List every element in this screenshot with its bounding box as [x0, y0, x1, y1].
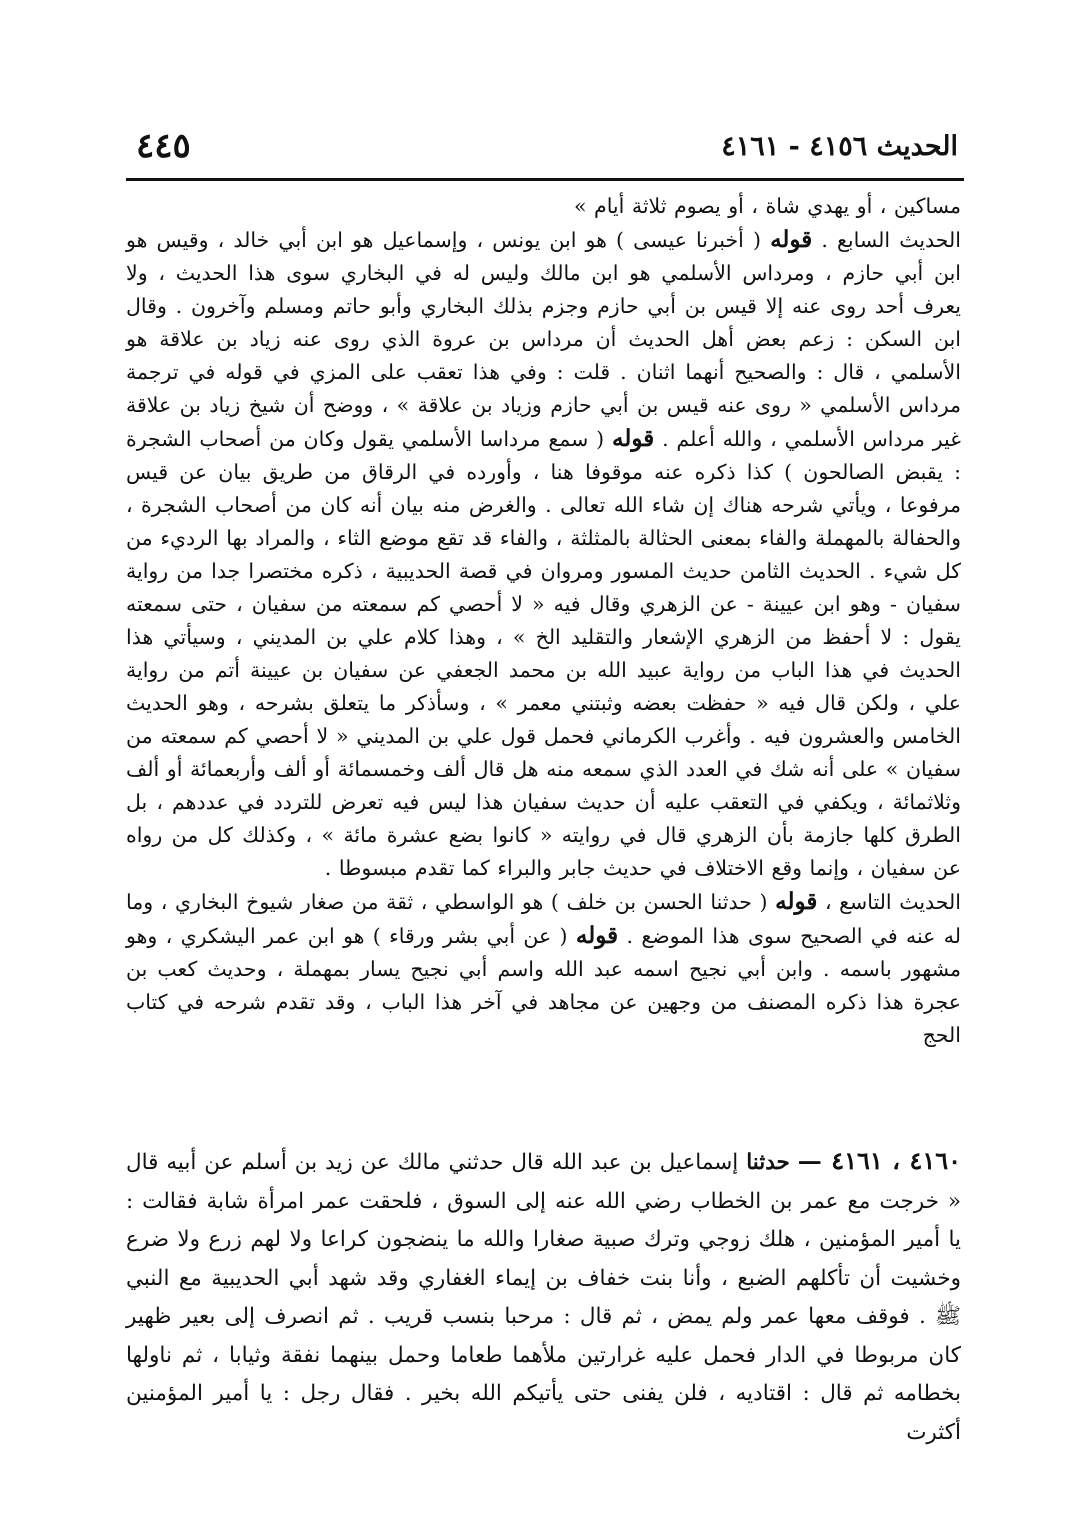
- hadith-paragraph: [126, 1142, 961, 1452]
- commentary-text-span: ( عن أبي بشر ورقاء ) هو ابن عمر اليشكري ، وهو مشهور باسمه . وابن أبي نجيح اسمه عبد الله واسم أبي نجيح يسار بمهملة ، وحديث كعب بن عجرة هذا ذكره المصنف من وجهين عن مجاهد في آخر هذا الباب ، وقد تقدم شرحه في كتاب الحج: [126, 924, 961, 1047]
- commentary-text-span: ( أخبرنا عيسى ) هو ابن يونس ، وإسماعيل هو ابن أبي خالد ، وقيس هو ابن أبي حازم ، ومرداس الأسلمي هو ابن مالك وليس له في البخاري سوى هذا الحديث ، ولا يعرف أحد روى عنه إلا قيس بن أبي حازم وجزم بذلك البخاري وأبو حاتم ومسلم وآخرون . وقال ابن السكن : زعم بعض أهل الحديث أن مرداس بن عروة الذي روى عنه زياد بن علاقة هو الأسلمي ، قال : والصحيح أنهما اثنان . قلت : وفي هذا تعقب على المزي في قوله في ترجمة مرداس الأسلمي « روى عنه قيس بن أبي حازم وزياد بن علاقة » ، ووضح أن شيخ زياد بن علاقة غير مرداس الأسلمي ، والله أعلم .: [126, 228, 961, 451]
- commentary-continuation-line: [126, 190, 961, 223]
- continuation-text: مساكين ، أو يهدي شاة ، أو يصوم ثلاثة أيام »: [573, 194, 961, 218]
- hadith-numbers: ٤١٦٠ ، ٤١٦١ —: [797, 1146, 961, 1175]
- page-number: ٤٤٥: [136, 126, 191, 166]
- qawluhu-keyword: قوله: [611, 425, 655, 452]
- hadith-opening-word: حدثنا: [746, 1150, 790, 1175]
- paragraph-lead: الحديث التاسع ،: [824, 890, 961, 914]
- hadith-body: إسماعيل بن عبد الله قال حدثني مالك عن زيد بن أسلم عن أبيه قال « خرجت مع عمر بن الخطاب رضي الله عنه إلى السوق ، فلحقت عمر امرأة شابة فقالت : يا أمير المؤمنين ، هلك زوجي وترك صبية صغارا والله ما ينضجون كراعا ولا لهم زرع ولا ضرع وخشيت أن تأكلهم الضبع ، وأنا بنت خفاف بن إيماء الغفاري وقد شهد أبي الحديبية مع النبي ﷺ . فوقف معها عمر ولم يمض ، ثم قال : مرحبا بنسب قريب . ثم انصرف إلى بعير ظهير كان مربوطا في الدار فحمل عليه غرارتين ملأهما طعاما وحمل بينهما نفقة وثيابا ، ثم ناولها بخطامه ثم قال : اقتاديه ، فلن يفنى حتى يأتيكم الله بخير . فقال رجل : يا أمير المؤمنين أكثرت: [126, 1150, 961, 1445]
- qawluhu-keyword: قوله: [575, 922, 619, 949]
- qawluhu-keyword: قوله: [770, 226, 813, 253]
- commentary-paragraph-ninth: [126, 885, 961, 1052]
- qawluhu-keyword: قوله: [775, 888, 818, 915]
- commentary-text-span: ( سمع مرداسا الأسلمي يقول وكان من أصحاب الشجرة : يقبض الصالحون ) كذا ذكره عنه موقوفا هنا ، وأورده في الرقاق من طريق بيان عن قيس مرفوعا ، ويأتي شرحه هناك إن شاء الله تعالى . والغرض منه بيان أنه كان من أصحاب الشجرة ، والحفالة بالمهملة والفاء بمعنى الحثالة بالمثلثة ، والفاء قد تقع موضع الثاء ، والمراد بها الرديء من كل شيء . الحديث الثامن حديث المسور ومروان في قصة الحديبية ، ذكره مختصرا جدا من رواية سفيان - وهو ابن عيينة - عن الزهري وقال فيه « لا أحصي كم سمعته من سفيان ، حتى سمعته يقول : لا أحفظ من الزهري الإشعار والتقليد الخ » ، وهذا كلام علي بن المديني ، وسيأتي هذا الحديث في هذا الباب من رواية عبيد الله بن محمد الجعفي عن سفيان بن عيينة أتم من رواية علي ، ولكن قال فيه « حفظت بعضه وثبتني معمر » ، وسأذكر ما يتعلق بشرحه ، وهو الحديث الخامس والعشرون فيه . وأغرب الكرماني فحمل قول علي بن المديني « لا أحصي كم سمعته من سفيان » على أنه شك في العدد الذي سمعه منه هل قال ألف وخمسمائة أو ألف وأربعمائة أو ألف وثلاثمائة ، ويكفي في التعقب عليه أن حديث سفيان هذا ليس فيه تعرض للتردد في عددهم ، بل الطرق كلها جازمة بأن الزهري قال في روايته « كانوا بضع عشرة مائة » ، وكذلك كل من رواه عن سفيان ، وإنما وقع الاختلاف في حديث جابر والبراء كما تقدم مبسوطا .: [126, 427, 961, 880]
- hadith-text: [126, 1142, 961, 1452]
- commentary-paragraph-seventh: [126, 223, 961, 885]
- header-rule: [126, 178, 964, 181]
- commentary-text: [126, 190, 961, 1052]
- commentary-text-span: ( حدثنا الحسن بن خلف ) هو الواسطي ، ثقة من صغار شيوخ البخاري ، وما له عنه في الصحيح سوى هذا الموضع .: [126, 890, 961, 948]
- running-title: الحديث ٤١٥٦ - ٤١٦١: [721, 130, 958, 162]
- paragraph-lead: الحديث السابع .: [821, 228, 961, 252]
- page-header: [136, 118, 958, 174]
